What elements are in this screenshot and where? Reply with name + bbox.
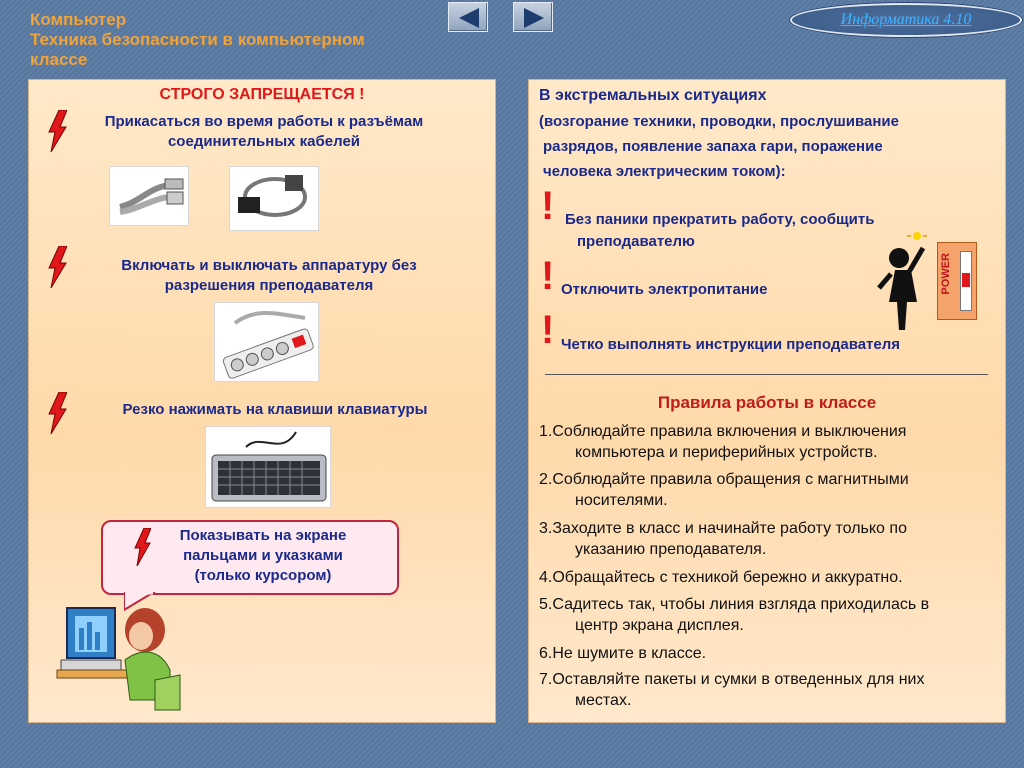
forbidden-item-3 bbox=[75, 400, 475, 420]
power-switch-icon bbox=[937, 242, 977, 320]
rule-5-line-1: 5.Садитесь так, чтобы линия взгляда приходилась в bbox=[539, 596, 930, 613]
previous-slide-button[interactable] bbox=[448, 2, 488, 32]
extreme-desc-line-1: (возгорание техники, проводки, прослушивание bbox=[539, 113, 899, 130]
slide-header bbox=[30, 10, 460, 70]
slide-title-line-2: классе bbox=[30, 50, 88, 69]
rule-2-line-1: 2.Соблюдайте правила обращения с магнитными bbox=[539, 471, 909, 488]
slide-title-line-1: Техника безопасности в компьютерном bbox=[30, 30, 365, 49]
lightning-warning-icon bbox=[47, 110, 67, 152]
rule-1-line-1: 1.Соблюдайте правила включения и выключения bbox=[539, 423, 907, 440]
rule-6 bbox=[539, 643, 999, 664]
exclamation-icon: ! bbox=[541, 308, 555, 352]
rule-7-line-1: 7.Оставляйте пакеты и сумки в отведенных для них bbox=[539, 671, 925, 688]
forbidden-item-3-line-1: Резко нажимать на клавиши клавиатуры bbox=[122, 401, 428, 418]
forbidden-item-2-line-2: разрешения преподавателя bbox=[164, 277, 374, 294]
rule-4 bbox=[539, 567, 999, 588]
rule-5-line-2: центр экрана дисплея. bbox=[575, 617, 744, 634]
rules-title: Правила работы в классе bbox=[657, 393, 877, 412]
girl-at-computer-illustration bbox=[55, 600, 185, 718]
rule-5 bbox=[539, 594, 999, 636]
exclamation-icon: ! bbox=[541, 254, 555, 298]
lightning-warning-icon bbox=[47, 246, 67, 288]
rule-3-line-2: указанию преподавателя. bbox=[575, 541, 767, 558]
next-slide-button[interactable] bbox=[513, 2, 553, 32]
forbidden-item-2-line-1: Включать и выключать аппаратуру без bbox=[121, 257, 417, 274]
extreme-situations-panel bbox=[528, 79, 1006, 723]
bubble-line-3: (только курсором) bbox=[194, 567, 332, 584]
speech-bubble bbox=[101, 520, 399, 595]
bubble-line-2: пальцами и указками bbox=[183, 547, 343, 564]
rule-6-line-1: 6.Не шумите в классе. bbox=[539, 645, 707, 662]
extreme-title: В экстремальных ситуациях bbox=[539, 87, 767, 104]
lightning-warning-icon bbox=[47, 392, 67, 434]
extreme-desc-line-2: разрядов, появление запаха гари, поражение bbox=[543, 138, 883, 155]
triangle-right-icon bbox=[522, 7, 546, 29]
rule-2-line-2: носителями. bbox=[575, 492, 668, 509]
forbidden-item-1 bbox=[69, 112, 459, 152]
forbidden-item-1-line-2: соединительных кабелей bbox=[167, 133, 361, 150]
rule-1-line-2: компьютера и периферийных устройств. bbox=[575, 444, 878, 461]
person-pointing-icon bbox=[877, 230, 933, 340]
action-3: Четко выполнять инструкции преподавателя bbox=[561, 336, 901, 353]
bubble-text bbox=[143, 526, 383, 586]
action-1-line-2: преподавателю bbox=[577, 233, 695, 250]
divider bbox=[545, 374, 988, 375]
action-1-line-1: Без паники прекратить работу, сообщить bbox=[565, 211, 875, 228]
bubble-line-1: Показывать на экране bbox=[179, 527, 347, 544]
triangle-left-icon bbox=[457, 7, 481, 29]
keyboard-image bbox=[205, 426, 331, 508]
exclamation-icon: ! bbox=[541, 184, 555, 228]
usb-cable-image bbox=[109, 166, 189, 226]
rule-4-line-1: 4.Обращайтесь с техникой бережно и аккуратно. bbox=[539, 569, 903, 586]
forbidden-item-1-line-1: Прикасаться во время работы к разъёмам bbox=[104, 113, 424, 130]
rule-2 bbox=[539, 469, 999, 511]
cable-connector-image bbox=[229, 166, 319, 231]
power-label: POWER bbox=[940, 253, 952, 295]
rule-7 bbox=[539, 669, 999, 711]
rule-1 bbox=[539, 421, 999, 463]
subject-badge-label: Информатика 4.10 bbox=[840, 11, 972, 28]
rule-7-line-2: местах. bbox=[575, 692, 632, 709]
action-2: Отключить электропитание bbox=[561, 281, 768, 298]
rule-3-line-1: 3.Заходите в класс и начинайте работу только по bbox=[539, 520, 907, 537]
forbidden-panel bbox=[28, 79, 496, 723]
forbidden-title: СТРОГО ЗАПРЕЩАЕТСЯ ! bbox=[159, 86, 365, 103]
forbidden-item-2 bbox=[69, 256, 469, 296]
power-strip-image bbox=[214, 302, 319, 382]
extreme-desc-line-3: человека электрическим током): bbox=[543, 163, 786, 180]
rule-3 bbox=[539, 518, 999, 560]
section-title: Компьютер bbox=[30, 10, 127, 29]
subject-badge-link[interactable] bbox=[790, 3, 1022, 37]
